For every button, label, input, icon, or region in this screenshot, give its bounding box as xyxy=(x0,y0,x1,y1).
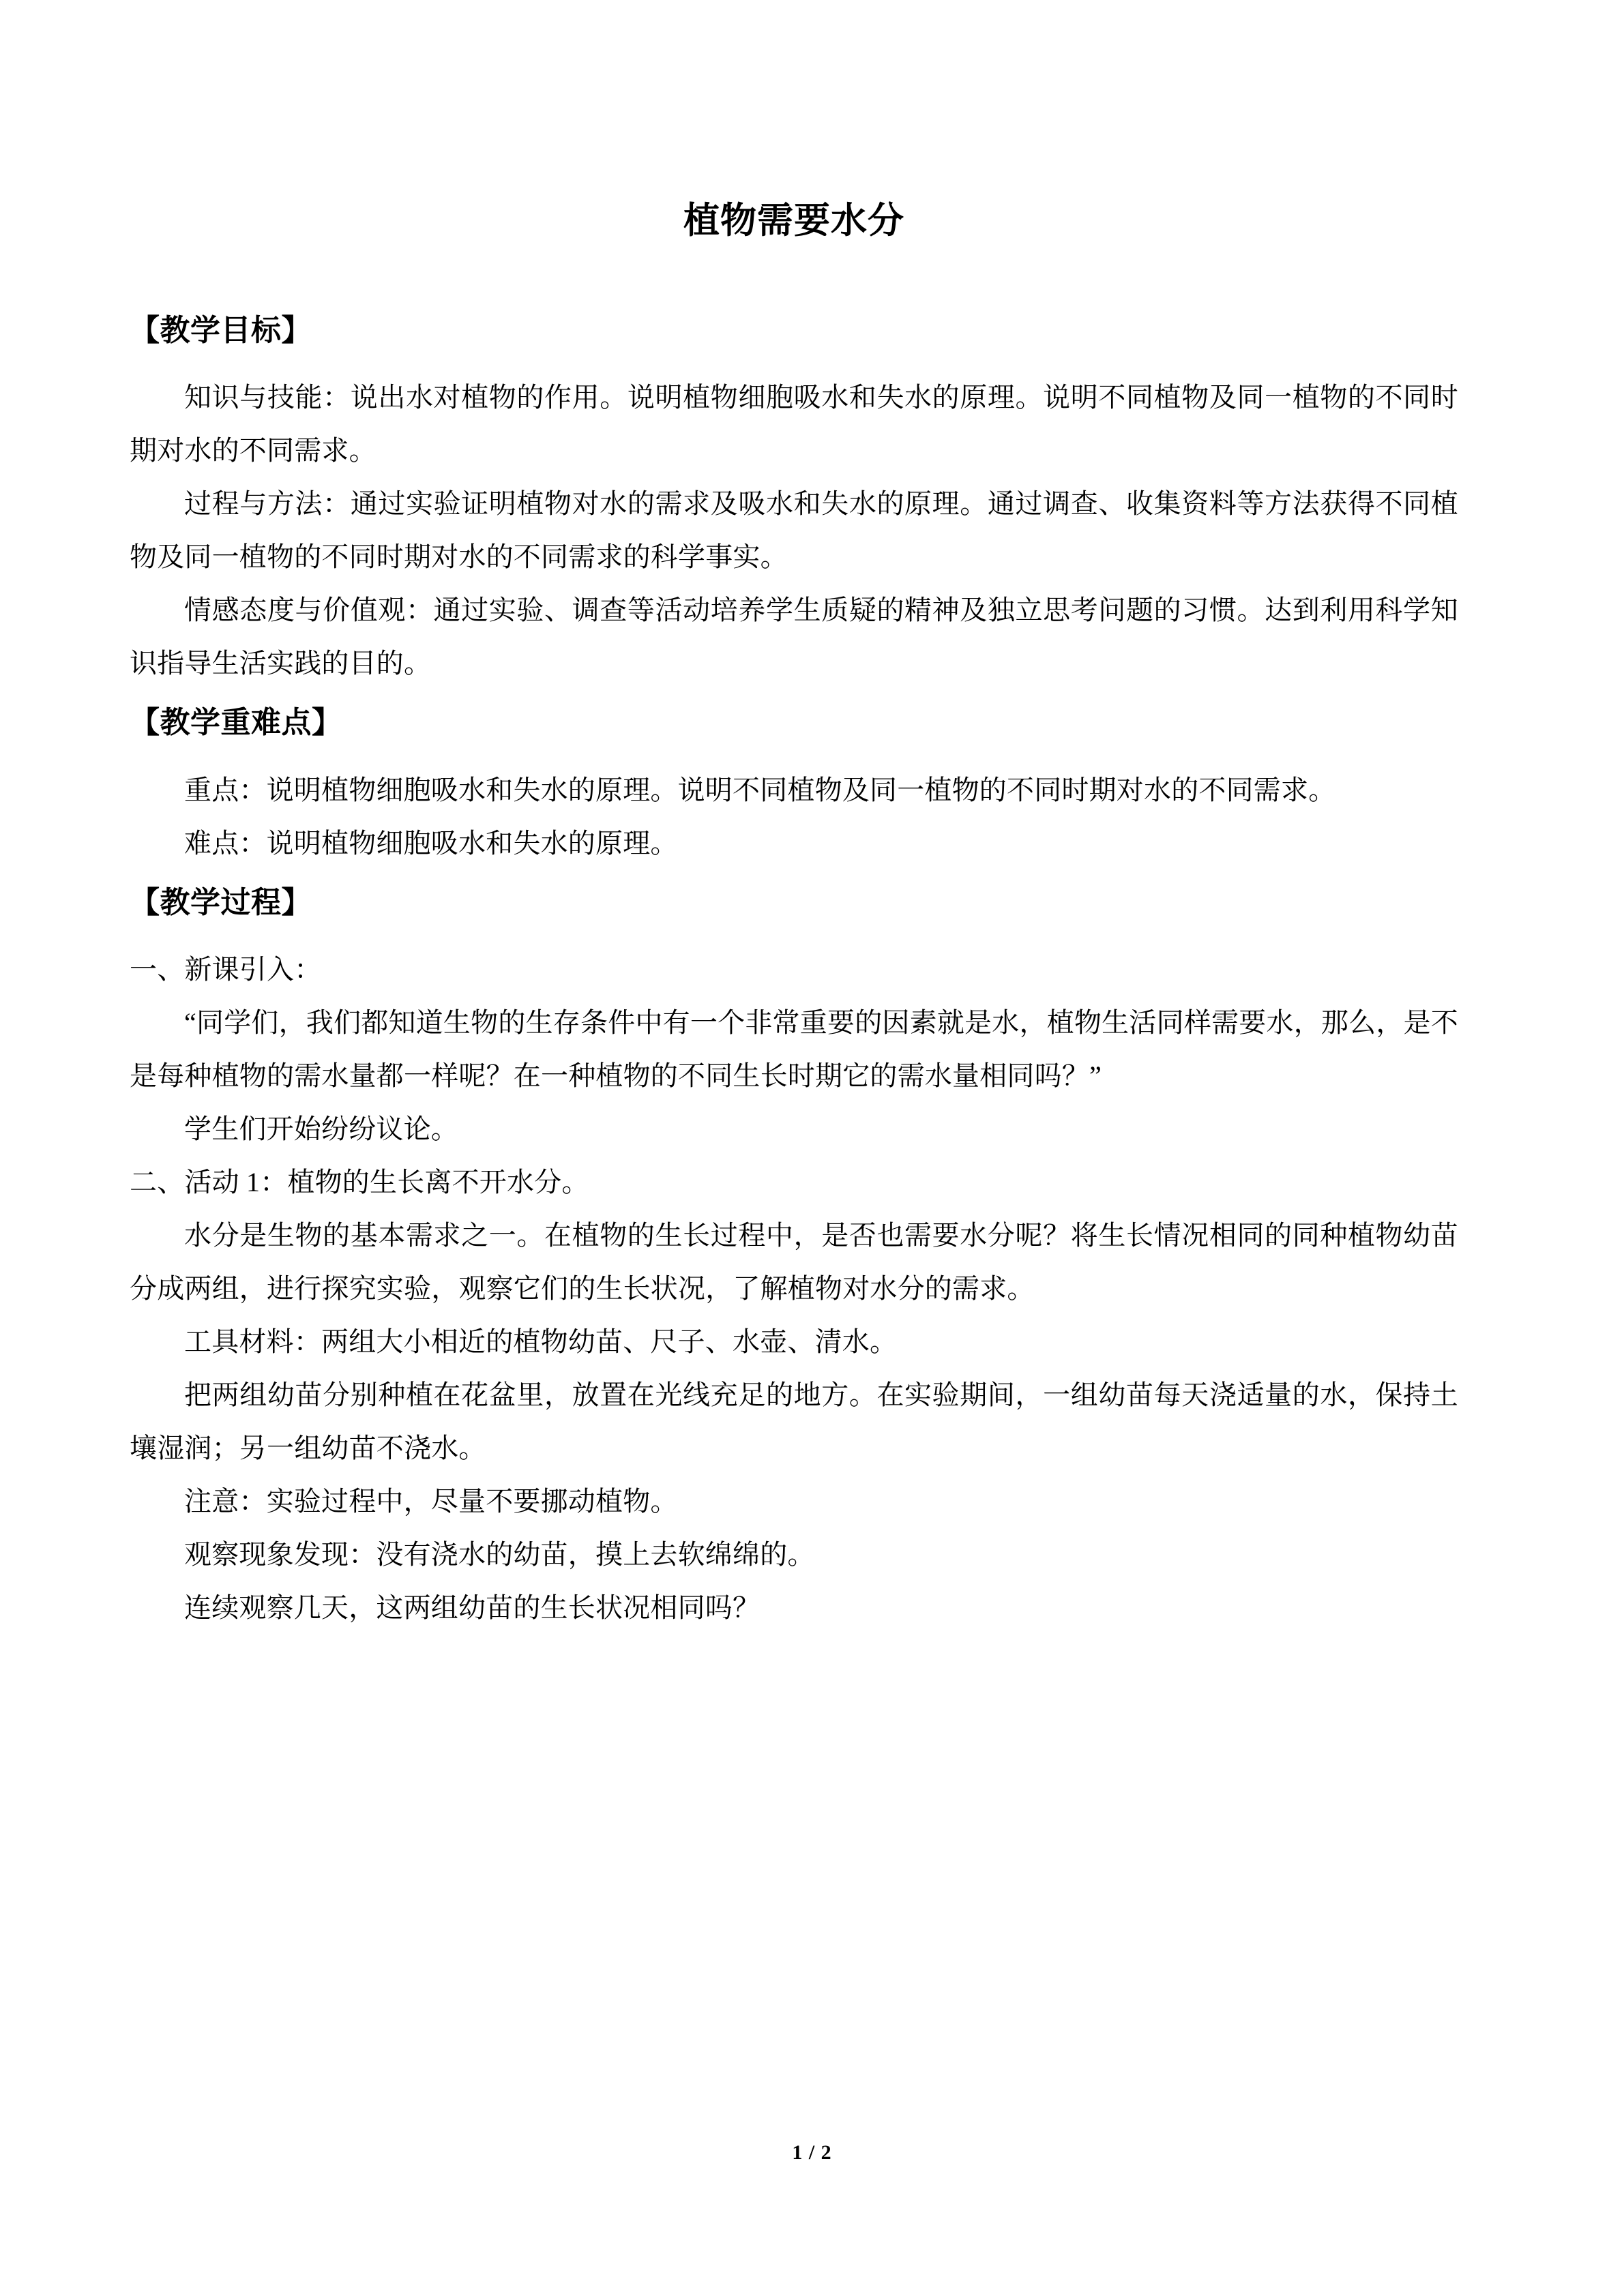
activity-procedure: 把两组幼苗分别种植在花盆里，放置在光线充足的地方。在实验期间，一组幼苗每天浇适量的水，保持土壤湿润；另一组幼苗不浇水。 xyxy=(130,1380,1458,1464)
activity-materials: 工具材料：两组大小相近的植物幼苗、尺子、水壶、清水。 xyxy=(184,1326,898,1358)
document-body xyxy=(130,0,1458,1635)
process-step-two-label: 二、活动 1：植物的生长离不开水分。 xyxy=(130,1167,589,1198)
activity-note: 注意：实验过程中，尽量不要挪动植物。 xyxy=(184,1486,678,1517)
process-step-one-reaction: 学生们开始纷纷议论。 xyxy=(184,1114,458,1145)
activity-observation: 观察现象发现：没有浇水的幼苗，摸上去软绵绵的。 xyxy=(184,1539,815,1570)
section-heading-process: 【教学过程】 xyxy=(130,884,312,920)
objective-process-methods: 过程与方法：通过实验证明植物对水的需求及吸水和失水的原理。通过调查、收集资料等方法获得不同植物及同一植物的不同时期对水的不同需求的科学事实。 xyxy=(130,488,1458,573)
spacer xyxy=(130,351,1458,371)
process-step-one-quote: “同学们，我们都知道生物的生存条件中有一个非常重要的因素就是水，植物生活同样需要水，那么，是不是每种植物的需水量都一样呢？在一种植物的不同生长时期它的需水量相同吗？” xyxy=(130,1007,1458,1092)
activity-intro: 水分是生物的基本需求之一。在植物的生长过程中，是否也需要水分呢？将生长情况相同的同种植物幼苗分成两组，进行探究实验，观察它们的生长状况，了解植物对水分的需求。 xyxy=(130,1220,1458,1304)
spacer xyxy=(130,690,1458,702)
key-point-focus: 重点：说明植物细胞吸水和失水的原理。说明不同植物及同一植物的不同时期对水的不同需求。 xyxy=(184,774,1336,805)
spacer xyxy=(130,743,1458,764)
section-heading-key-points: 【教学重难点】 xyxy=(130,705,342,741)
process-step-one-label: 一、新课引入： xyxy=(130,954,322,985)
spacer xyxy=(130,923,1458,943)
spacer xyxy=(130,870,1458,882)
key-point-difficulty: 难点：说明植物细胞吸水和失水的原理。 xyxy=(184,827,678,859)
activity-question: 连续观察几天，这两组幼苗的生长状况相同吗？ xyxy=(184,1592,761,1624)
spacer xyxy=(130,245,1458,310)
page-number: 1 / 2 xyxy=(792,2141,832,2164)
objective-knowledge-skills: 知识与技能：说出水对植物的作用。说明植物细胞吸水和失水的原理。说明不同植物及同一植物的不同时期对水的不同需求。 xyxy=(130,382,1458,466)
objective-attitude-values: 情感态度与价值观：通过实验、调查等活动培养学生质疑的精神及独立思考问题的习惯。达到利用科学知识指导生活实践的目的。 xyxy=(130,595,1458,679)
section-heading-objectives: 【教学目标】 xyxy=(130,312,312,348)
page-title: 植物需要水分 xyxy=(683,200,904,241)
